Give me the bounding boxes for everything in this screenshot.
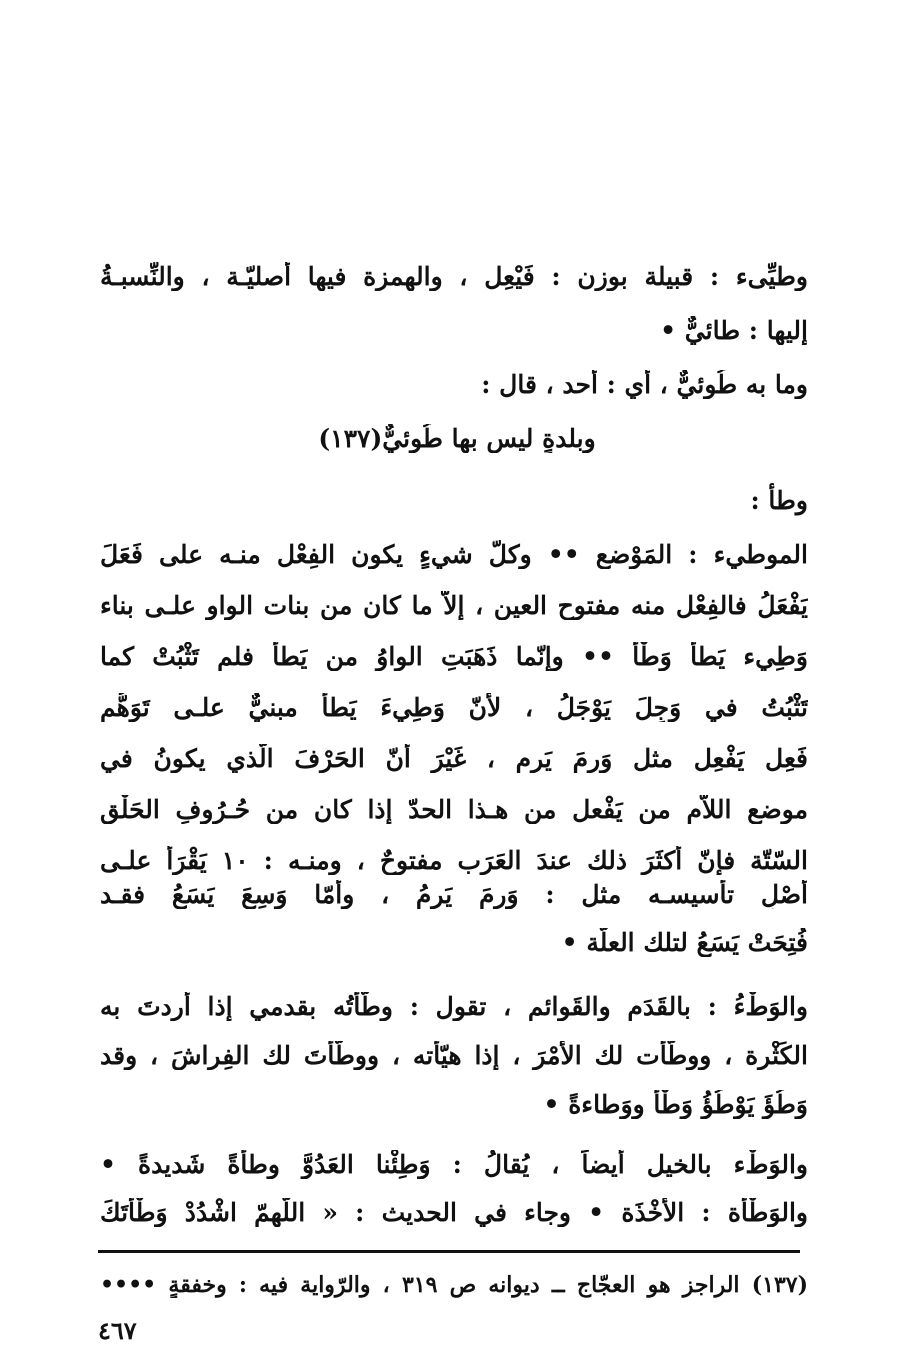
verse-line: وبلدةٍ ليس بها طُوئيٌّ(١٣٧)	[318, 424, 596, 453]
paragraph1-line-3: وَطِيء يَطأُ وَطْأً •• وإنّما ذَهَبَتِ الواوُ من يَطأُ فلم تَثْبُتْ كما	[100, 642, 808, 671]
entry-tai-line-2: إليها : طائيٌّ •	[660, 316, 808, 345]
paragraph2-line-3: وَطُؤَ يَوْطُؤُ وَطْأً ووَطاءةً •	[543, 1090, 808, 1119]
paragraph1-line-6: موضع اللاّم من يَفْعل من هـذا الحدّ إذا كان من حُـرُوفِ الحَلْق	[100, 795, 808, 824]
footnote: (١٣٧) الراجز هو العجّاج ــ ديوانه ص ٣١٩ ، والرّواية فيه : وخفقةٍ ••••	[100, 1272, 808, 1298]
paragraph1-line-8: أَصْلِ تأسيسـه مثل : وَرِمَ يَرِمُ ، وأمّا وَسِعَ يَسَعُ فقـد	[100, 880, 808, 909]
entry-tai-line-1: وطيِّىء : قبيلة بوزن : فَيْعِل ، والهمزة فيها أصليّـة ، والنِّسبـةُ	[100, 262, 808, 291]
root-heading: وطأ :	[750, 486, 808, 515]
footnote-rule	[98, 1250, 800, 1253]
paragraph1-line-4: تَثْبُتُ في وَجِلَ يَوْجَلُ ، لأنّ وَطِيءَ يَطأُ مبنيٌّ علـى تَوَهُّم	[100, 693, 808, 722]
paragraph1-line-5: فَعِل يَفْعِل مثل وَرِمَ يَرِم ، غَيْرَ أنّ الحَرْفَ الّذي يكونُ في	[100, 744, 808, 773]
paragraph1-line-9: فُتِحَتْ يَسَعُ لتلك العلّة •	[561, 928, 808, 957]
paragraph2-line-1: والوَطْءُ : بالقَدَمِ والقَوائم ، تقول : وطّأتُه بقدمي إذا أردتَ به	[100, 992, 808, 1021]
paragraph1-line-7: السّتّة فإنّ أكثَرَ ذلك عندَ العَرَب مفتوحٌ ، ومنـه : ١٠ يَقْرَأ علـى	[100, 846, 808, 875]
paragraph1-line-2: يَفْعَلُ فالفِعْل منه مفتوح العين ، إلاّ ما كان من بنات الواو علـى بناء	[100, 591, 808, 620]
paragraph1-line-1: الموطيء : المَوْضع •• وكلُّ شيءٍ يكون الفِعْل منـه على فَعَلَ	[100, 540, 808, 569]
page-number: ٤٦٧	[98, 1316, 137, 1345]
paragraph3-line-2: والوَطْأة : الأَخْذَة • وجاء في الحديث : « اللّهمّ اشْدُدْ وَطْأتَكَ	[100, 1198, 808, 1227]
paragraph2-line-2: الكَثْرة ، ووطّأت لك الأَمْرَ ، إذا هيّأته ، ووطّأتَ لك الفِراشَ ، وقد	[100, 1041, 808, 1070]
entry-tai-line-3: وما به طُوئيٌّ ، أي : أحد ، قال :	[481, 370, 808, 399]
paragraph3-line-1: والوَطْء بالخيل أيضاً ، يُقالُ : وَطِئْنا العَدُوَّ وطأةً شَديدةً •	[100, 1150, 808, 1179]
